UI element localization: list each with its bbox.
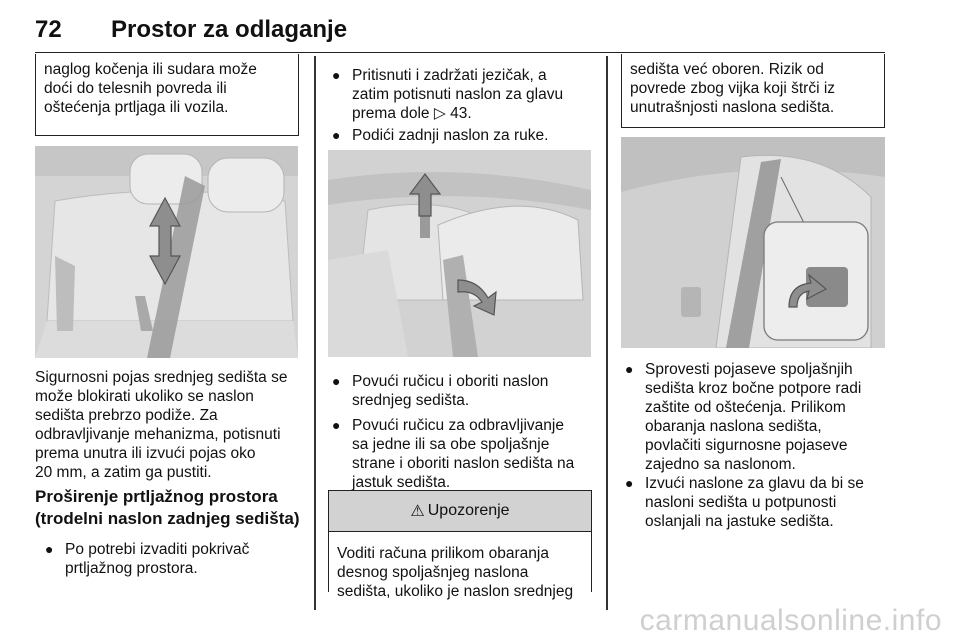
bullet-icon: ●	[332, 127, 341, 143]
list-item	[43, 540, 305, 578]
warning-body	[329, 532, 591, 601]
headrest-illustration	[328, 150, 591, 357]
text-line: sedišta već oboren. Rizik od	[630, 61, 824, 78]
text-line: zaštite od oštećenja. Prilikom	[645, 399, 846, 416]
text-line: zajedno sa naslonom.	[645, 456, 796, 473]
text-line: Izvući naslone za glavu da bi se	[645, 475, 864, 492]
text-line: oslanjali na jastuke sedišta.	[645, 513, 834, 530]
bullet-icon: ●	[332, 67, 341, 83]
text-line: odbravljivanje mehanizma, potisnuti	[35, 426, 281, 443]
heading-line: (trodelni naslon zadnjeg sedišta)	[35, 509, 300, 528]
text-line: povrede zbog vijka koji štrči iz	[630, 80, 836, 97]
bullet-icon: ●	[625, 475, 634, 491]
page-number: 72	[35, 16, 62, 43]
figure-caption	[35, 368, 305, 482]
warning-box	[328, 490, 592, 600]
text-line: Povući ručicu i oboriti naslon	[352, 373, 549, 390]
bullet-icon: ●	[332, 417, 341, 433]
figure-headrest	[328, 150, 591, 357]
column-divider	[314, 56, 316, 610]
text-line: nasloni sedišta u potpunosti	[645, 494, 837, 511]
text-line: sedišta, ukoliko je naslon srednjeg	[337, 583, 574, 600]
figure-seat-belt	[35, 146, 298, 358]
list-item	[623, 360, 891, 474]
watermark: carmanualsonline.info	[639, 604, 942, 637]
text-line: prema unutra ili izvući pojas oko	[35, 445, 256, 462]
text-line: Podići zadnji naslon za ruke.	[352, 127, 549, 144]
text-line: Sigurnosni pojas srednjeg sedišta se	[35, 369, 288, 386]
text-line: naglog kočenja ili sudara može	[44, 61, 257, 78]
list-item	[623, 474, 891, 531]
belt-guide-illustration	[621, 137, 885, 348]
bullet-icon: ●	[45, 541, 54, 557]
bullet-icon: ●	[332, 373, 341, 389]
text-line: Sprovesti pojaseve spoljašnjih	[645, 361, 853, 378]
text-line: može blokirati ukoliko se naslon	[35, 388, 254, 405]
text-line: doći do telesnih povreda ili	[44, 80, 227, 97]
list-item	[330, 126, 598, 145]
page-title: Prostor za odlaganje	[111, 16, 348, 43]
page-header	[35, 16, 885, 53]
text-line: unutrašnjosti naslona sedišta.	[630, 99, 835, 116]
text-line: srednjeg sedišta.	[352, 392, 470, 409]
warning-header	[329, 491, 591, 532]
warning-continuation-box	[621, 54, 885, 128]
text-line: povlačiti sigurnosne pojaseve	[645, 437, 848, 454]
text-line: sedišta kroz bočne potpore radi	[645, 380, 862, 397]
text-line: jastuk sedišta.	[352, 474, 451, 491]
text-line: prema dole ▷ 43.	[352, 105, 472, 122]
bullet-icon: ●	[625, 361, 634, 377]
seat-belt-illustration	[35, 146, 298, 358]
warning-continuation-box	[35, 54, 299, 136]
text-line: oštećenja prtljaga ili vozila.	[44, 99, 229, 116]
warning-icon: ⚠	[410, 503, 425, 520]
text-line: obaranja naslona sedišta,	[645, 418, 822, 435]
heading-line: Proširenje prtljažnog prostora	[35, 487, 278, 506]
text-line: sedišta prebrzo podiže. Za	[35, 407, 218, 424]
text-line: strane i oboriti naslon sedišta na	[352, 455, 575, 472]
text-line: Povući ručicu za odbravljivanje	[352, 417, 564, 434]
warning-title: Upozorenje	[427, 502, 510, 519]
list-item	[330, 416, 598, 492]
column-divider	[606, 56, 608, 610]
text-line: zatim potisnuti naslon za glavu	[352, 86, 564, 103]
text-line: desnog spoljašnjeg naslona	[337, 564, 529, 581]
text-line: prtljažnog prostora.	[65, 560, 198, 577]
text-line: sa jedne ili sa obe spoljašnje	[352, 436, 550, 453]
text-line: Voditi računa prilikom obaranja	[337, 545, 549, 562]
figure-belt-guide	[621, 137, 885, 348]
section-heading	[35, 486, 310, 530]
text-line: Po potrebi izvaditi pokrivač	[65, 541, 250, 558]
text-line: 20 mm, a zatim ga pustiti.	[35, 464, 212, 481]
list-item	[330, 372, 598, 410]
list-item	[330, 66, 598, 123]
text-line: Pritisnuti i zadržati jezičak, a	[352, 67, 547, 84]
